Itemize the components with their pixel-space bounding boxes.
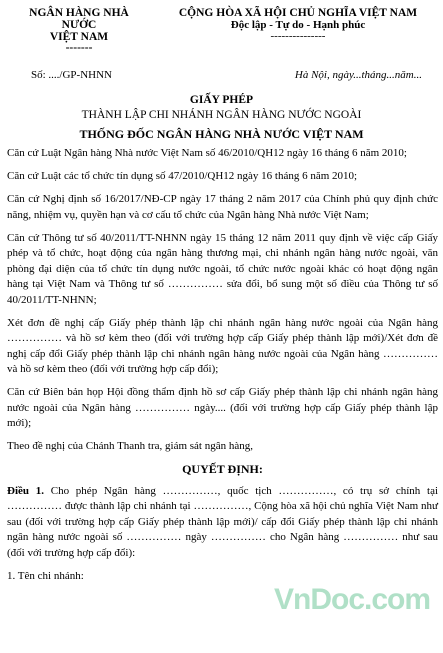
decision-heading: QUYẾT ĐỊNH: [182, 462, 263, 476]
legal-basis-paragraph: Căn cứ Thông tư số 40/2011/TT-NHNN ngày 15 tháng 12 năm 2011 quy định về việc cấp Giấy phép và tổ chức, hoạt động của ngân hàng thương mại, chi nhánh ngân hàng nước ngoài, văn phòng đại diện của tổ chức tín dụng nước ngoài, tổ chức nước ngoài khác có hoạt động ngân hàng tại Việt Nam và Thông tư số …………… sửa đổi, bổ sung một số điều của Thông tư số 40/2011/TT-NHNN; [7, 231, 438, 306]
proposal-paragraph: Theo đề nghị của Chánh Thanh tra, giám sát ngân hàng, [7, 440, 254, 452]
agency-line-1: NGÂN HÀNG NHÀ [29, 7, 129, 19]
document-subject: THÀNH LẬP CHI NHÁNH NGÂN HÀNG NƯỚC NGOÀI [81, 109, 362, 121]
watermark-logo: VnDoc.com [274, 583, 431, 616]
article-1-item-1: 1. Tên chi nhánh: [7, 569, 84, 582]
national-motto: Độc lập - Tự do - Hạnh phúc [230, 19, 366, 31]
document-body [7, 146, 438, 592]
consideration-paragraph: Xét đơn đề nghị cấp Giấy phép thành lập chi nhánh ngân hàng nước ngoài của Ngân hàng …………… và hồ sơ kèm theo (đối với trường hợp cấp Giấy phép thành lập mới)/Xét đơn đề nghị cấp đổi Giấy phép thành lập chi nhánh ngân hàng nước ngoài của Ngân hàng …………… và hồ sơ kèm theo (đối với trường hợp cấp đổi); [7, 316, 438, 375]
nation-name: CỘNG HÒA XÃ HỘI CHỦ NGHĨA VIỆT NAM [178, 7, 418, 19]
legal-basis-paragraph: Căn cứ Luật các tổ chức tín dụng số 47/2010/QH12 ngày 16 tháng 6 năm 2010; [7, 170, 358, 182]
article-1 [7, 484, 438, 562]
document-type-title: GIẤY PHÉP [189, 94, 254, 106]
document-number: Số: ..../GP-NHNN [31, 69, 112, 81]
motto-underline: --------------- [270, 30, 326, 42]
legal-basis-paragraph: Căn cứ Luật Ngân hàng Nhà nước Việt Nam số 46/2010/QH12 ngày 16 tháng 6 năm 2010; [7, 147, 407, 159]
issuing-agency [14, 7, 144, 53]
legal-basis-paragraph: Căn cứ Biên bản họp Hội đồng thẩm định hồ sơ cấp Giấy phép thành lập chi nhánh ngân hàng nước ngoài của Ngân hàng …………… ngày.... (đối với trường hợp cấp Giấy phép thành lập mới); [7, 386, 438, 429]
agency-line-2: NƯỚC [61, 19, 97, 31]
article-1-label: Điều 1. [7, 484, 44, 497]
legal-basis-paragraph: Căn cứ Nghị định số 16/2017/NĐ-CP ngày 17 tháng 2 năm 2017 của Chính phủ quy định chức năng, nhiệm vụ, quyền hạn và cơ cấu tổ chức của Ngân hàng Nhà nước Việt Nam; [7, 193, 438, 221]
article-1-text: Cho phép Ngân hàng ……………, quốc tịch ……………, có trụ sở chính tại …………… được thành lập chi nhánh tại ……………, Cộng hòa xã hội chủ nghĩa Việt Nam như sau (đối với trường hợp cấp Giấy phép thành lập mới)/ cấp đổi Giấy phép thành lập chi nhánh ngân hàng nước ngoài số …………… ngày …………… cho Ngân hàng …………… như sau (đối với trường hợp cấp đổi): [7, 484, 439, 559]
place-date: Hà Nội, ngày...tháng...năm... [294, 69, 422, 81]
agency-line-3: VIỆT NAM [49, 31, 109, 43]
issuing-authority: THỐNG ĐỐC NGÂN HÀNG NHÀ NƯỚC VIỆT NAM [79, 127, 364, 141]
national-header [158, 7, 438, 41]
agency-underline: ------- [65, 42, 93, 54]
